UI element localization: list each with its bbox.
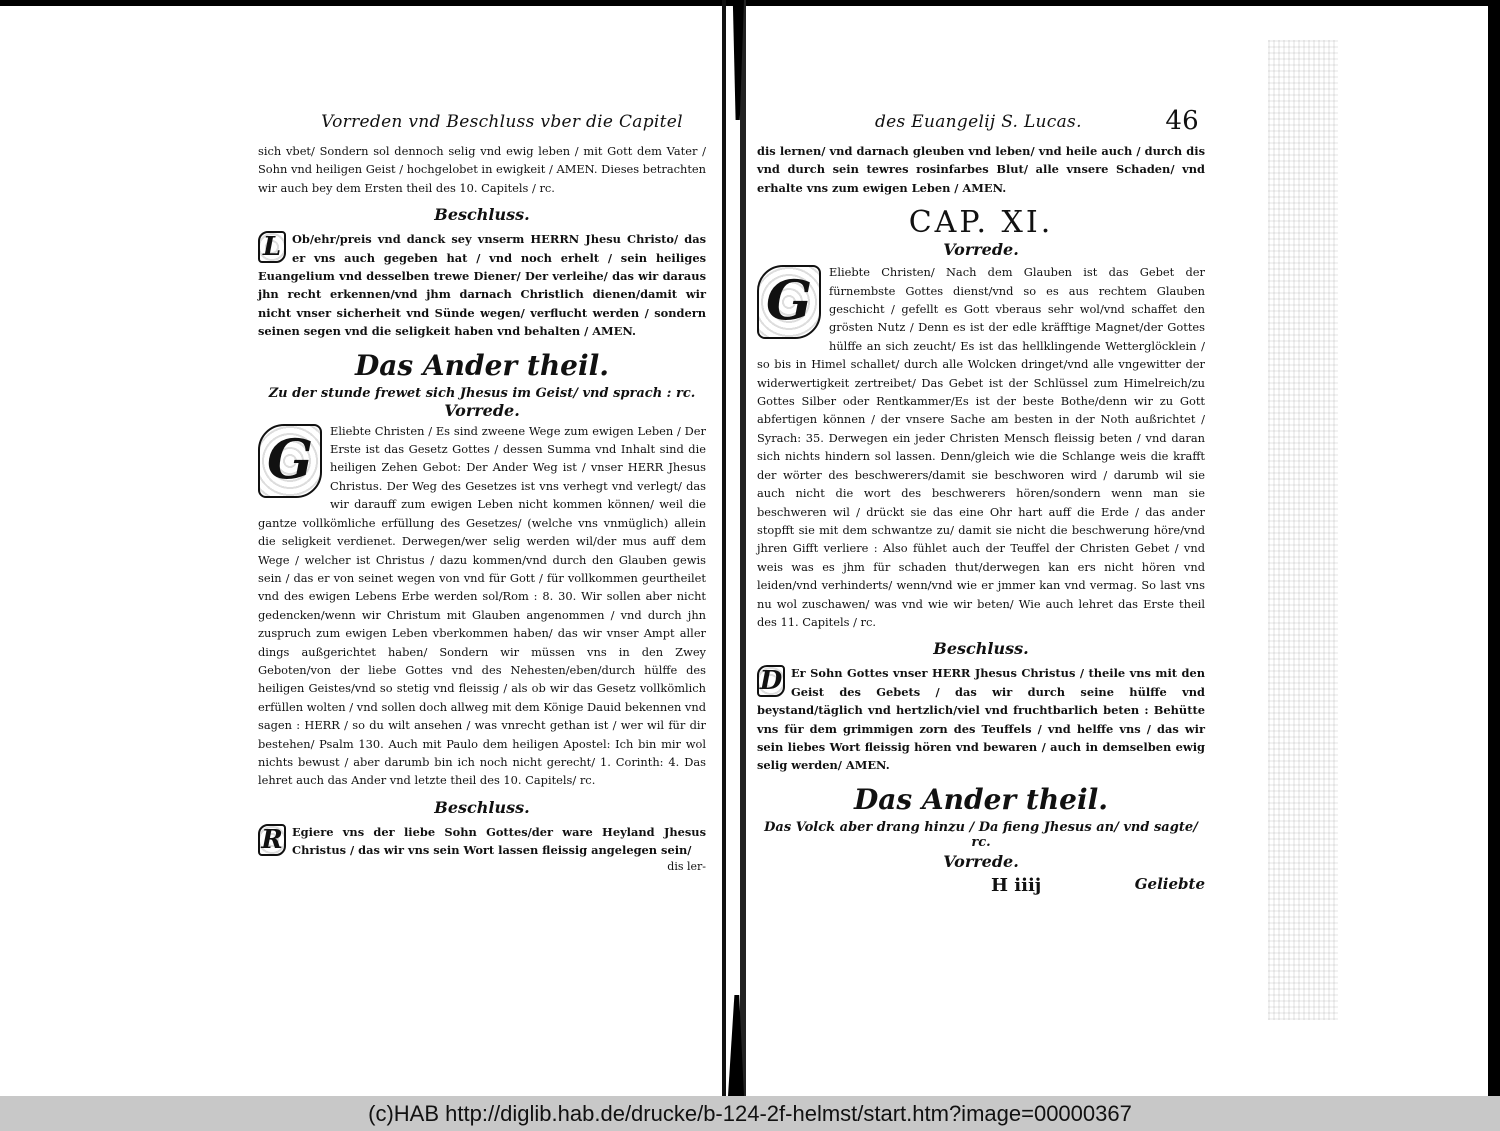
left-paragraph-2	[258, 230, 706, 340]
right-paragraph-1: dis lernen/ vnd darnach gleuben vnd leben/ vnd heile auch / durch dis vnd durch sein tewres rosinfarbes Blut/ alle vnsere Schaden/ vnd erhalte vns zum ewigen Leben / AMEN.	[757, 144, 1205, 195]
right-heading-vorrede-2: Vorrede.	[943, 851, 1019, 871]
left-page	[258, 112, 706, 873]
book-gutter	[722, 0, 750, 1096]
left-catchword: dis ler-	[667, 859, 706, 873]
book-top-edge	[0, 0, 1500, 6]
left-paragraph-3	[258, 422, 706, 790]
left-paragraph-4	[258, 823, 706, 860]
page-bottom-line	[757, 875, 1205, 899]
right-paragraph-2-text: Eliebte Christen/ Nach dem Glauben ist das Gebet der fürnembste Gottes dienst/vnd so es aus rechtem Glauben geschicht / gefellt es Gott vberaus sehr wol/vnd schaffet den grösten Nutz / Denn es ist der edle kräfftige Magnet/der Gottes hülffe an sich zeucht/ Es ist das hellklingende Wetterglöcklein / so bis in Himel schallet/ durch alle Wolcken dringet/vnd alle vngewitter der widerwertigkeit zertreibet/ Das Gebet ist der Schlüssel zum Himelreich/zu Gottes Silber oder Rentkammer/Es ist der beste Bothe/denn wir zu Gott abfertigen können / der vnsere Sache am besten in der Noth außrichtet / Syrach: 35. Derwegen ein jeder Christen Mensch fleissig beten / vnd daran sich nichts hindern sol lassen. Denn/gleich wie die Schlange weis die krafft der wörter des beschwerers/damit sie beschworen wird / darumb wil sie auch nicht die wort des beschwerers hören/sondern wenn man sie beschweren wil / drückt sie das eine Ohr hart auff die Erde / das ander stopfft sie mit dem schwantze zu/ damit sie nicht die beschwerung höre/vnd jhren Gifft verliere : Also fühlet auch der Teuffel der Christen Gebet / vnd weis was es jhm für schaden thut/derwegen kan ers nicht hören vnd leiden/vnd verhinderts/ wenn/vnd wie er jmmer kan vnd vermag. So last vns nu wol zuschawen/ was vnd wie wir beten/ Wie auch lehret das Erste theil des 11. Capitels / rc.	[757, 265, 1205, 629]
book-right-edge	[1488, 0, 1500, 1096]
left-paragraph-1: sich vbet/ Sondern sol dennoch selig vnd ewig leben / mit Gott dem Vater / Sohn vnd heiligen Geist / hochgelobet in ewigkeit / AMEN. Dieses betrachten wir auch bey dem Ersten theil des 10. Capitels / rc.	[258, 144, 706, 195]
decorated-initial: R	[258, 824, 286, 856]
decorated-initial: L	[258, 231, 286, 263]
right-running-head-text: des Euangelij S. Lucas.	[875, 112, 1082, 132]
right-catchword: Geliebte	[1134, 874, 1205, 893]
page-texture	[1268, 40, 1338, 1020]
decorated-initial: D	[757, 665, 785, 697]
left-heading-vorrede: Vorrede.	[444, 400, 520, 420]
left-paragraph-3-text: Eliebte Christen / Es sind zweene Wege zum ewigen Leben / Der Erste ist das Gesetz Gottes / dessen Summa vnd Inhalt sind die heiligen Zehen Gebot: Der Ander Weg ist / vnser HERR Jhesus Christus. Der Weg des Gesetzes ist vns verhegt vnd verlegt/ das wir darauff zum ewigen Leben nicht kommen können/ weil die gantze vollkömliche erfüllung des Gesetzes/ (welche vns vnmüglich) allein die seligkeit verdienet. Derwegen/wer selig werden wil/der mus auff dem Wege / welcher ist Christus / dazu kommen/vnd durch den Glauben gewis sein / das er von seinet wegen von vnd für Gott / für vollkommen geurtheilet vnd des ewigen Lebens Erbe werden sol/Rom : 8. 30. Wir sollen aber nicht gedencken/wenn wir Christum mit Glauben angenommen / vnd durch jhn zuspruch zum ewigen Leben vberkommen haben/ das wir vnser Ampt aller dings außgerichtet haben/ Sondern wir müssen vns in den Zwey Geboten/von der liebe Gottes vnd des Nehesten/eben/durch hülffe des heiligen Geistes/vnd so stetig vnd fleissig / als ob wir das Gesetz vollkömlich erfüllen wolten / vnd sollen doch allweg mit dem Könige Dauid bekennen vnd sagen : HERR / so du wilt ansehen / was vnrecht gethan ist / wer wil für dir bestehen/ Psalm 130. Auch mit Paulo dem heiligen Apostel: Ich bin mir wol nichts bewust / aber darumb bin ich noch nicht gerecht/ 1. Corinth: 4. Das lehret auch das Ander vnd letzte theil des 10. Capitels/ rc.	[258, 423, 706, 788]
left-paragraph-4-text: Egiere vns der liebe Sohn Gottes/der ware Heyland Jhesus Christus / das wir vns sein Wort lassen fleissig angelegen sein/	[292, 824, 706, 858]
right-heading-vorrede-1: Vorrede.	[943, 240, 1019, 260]
right-section-subtitle: Das Volck aber drang hinzu / Da fieng Jhesus an/ vnd sagte/ rc.	[764, 819, 1198, 850]
left-section-title: Das Ander theil.	[354, 348, 610, 382]
left-paragraph-2-text: Ob/ehr/preis vnd danck sey vnserm HERRN Jhesu Christo/ das er vns auch gegeben hat / vnd noch erhelt / sein heiliges Euangelium vnd desselben trewe Diener/ Der verleihe/ das wir daraus jhn recht erkennen/vnd jhm darnach Christlich dienen/damit wir nicht vnser sicherheit vnd Sünde wegen/ verflucht werden / sondern seinen segen vnd die seligkeit haben vnd behalten / AMEN.	[258, 232, 706, 339]
decorated-initial: G	[757, 265, 821, 339]
copyright-footer: (c)HAB http://diglib.hab.de/drucke/b-124-2f-helmst/start.htm?image=00000367	[0, 1096, 1500, 1131]
left-heading-beschluss-2: Beschluss.	[434, 797, 530, 817]
right-paragraph-3-text: Er Sohn Gottes vnser HERR Jhesus Christus / theile vns mit den Geist des Gebets / das wir durch seine hülffe vnd beystand/täglich vnd hertzlich/viel vnd fruchtbarlich beten : Behütte vns für dem grimmigen zorn des Teuffels / vnd helffe vns / das wir sein liebes Wort fleissig hören vnd bewaren / auch in demselben ewig selig werden/ AMEN.	[757, 666, 1205, 773]
right-paragraph-3	[757, 664, 1205, 774]
chapter-title: CAP. XI.	[908, 205, 1054, 241]
signature-mark: H iiij	[991, 874, 1042, 896]
right-heading-beschluss: Beschluss.	[933, 639, 1029, 659]
right-section-title: Das Ander theil.	[853, 782, 1109, 816]
page-number: 46	[1165, 106, 1199, 136]
decorated-initial: G	[258, 424, 322, 498]
left-section-subtitle: Zu der stunde frewet sich Jhesus im Geist/ vnd sprach : rc.	[268, 385, 696, 401]
left-running-head: Vorreden vnd Beschluss vber die Capitel	[321, 112, 683, 132]
right-page	[757, 106, 1205, 899]
gutter-left-edge	[722, 0, 726, 1096]
left-heading-beschluss-1: Beschluss.	[434, 205, 530, 225]
gutter-right-edge	[740, 0, 746, 1096]
right-running-head	[757, 106, 1205, 142]
right-paragraph-2	[757, 263, 1205, 631]
